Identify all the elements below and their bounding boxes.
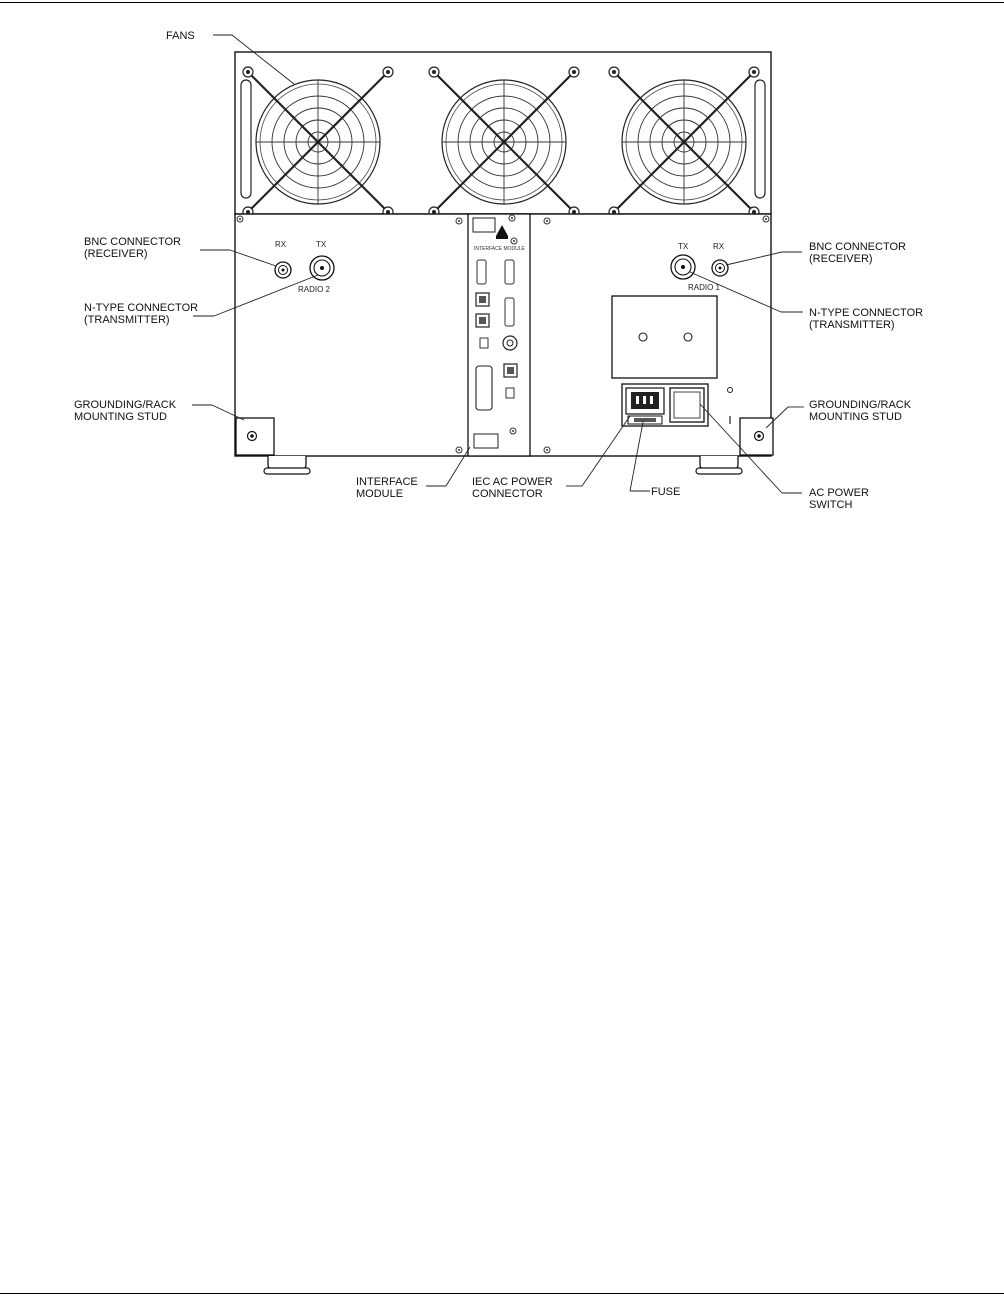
radio-2-label: RADIO 2 [298,285,331,294]
fan-right-icon [609,67,759,217]
ground-right-label: GROUNDING/RACK [809,399,912,411]
rx-left-label: RX [275,240,287,249]
fan-center-icon [429,67,579,217]
ground-left-label: GROUNDING/RACK [74,399,177,411]
interface-module [468,214,530,456]
tx-right-label: TX [678,242,689,251]
ground-right-sublabel: MOUNTING STUD [809,411,902,423]
ac-power-switch-sublabel: SWITCH [809,499,853,511]
fan-left-icon [243,67,393,217]
iec-power-sublabel: CONNECTOR [472,488,543,500]
radio-1-label: RADIO 1 [688,283,721,292]
bnc-left-label: BNC CONNECTOR [84,236,181,248]
ntype-left-label: N-TYPE CONNECTOR [84,302,199,314]
ntype-left-sublabel: (TRANSMITTER) [84,314,170,326]
ac-power-switch-label: AC POWER [809,487,869,499]
module-title-text: INTERFACE MODULE [474,246,525,252]
interface-module-sublabel: MODULE [356,488,404,500]
cover-plate [612,296,717,378]
fan-housing [235,52,771,217]
bnc-right-label: BNC CONNECTOR [809,241,906,253]
fuse-label: FUSE [651,486,681,498]
fans-label: FANS [166,30,195,42]
ground-left-sublabel: MOUNTING STUD [74,411,167,423]
ntype-right-sublabel: (TRANSMITTER) [809,319,895,331]
rx-right-label: RX [713,242,725,251]
tx-left-label: TX [316,240,327,249]
bnc-right-sublabel: (RECEIVER) [809,253,873,265]
interface-module-label: INTERFACE [356,476,418,488]
iec-power-label: IEC AC POWER [472,476,553,488]
ntype-right-label: N-TYPE CONNECTOR [809,307,924,319]
bnc-left-sublabel: (RECEIVER) [84,248,148,260]
